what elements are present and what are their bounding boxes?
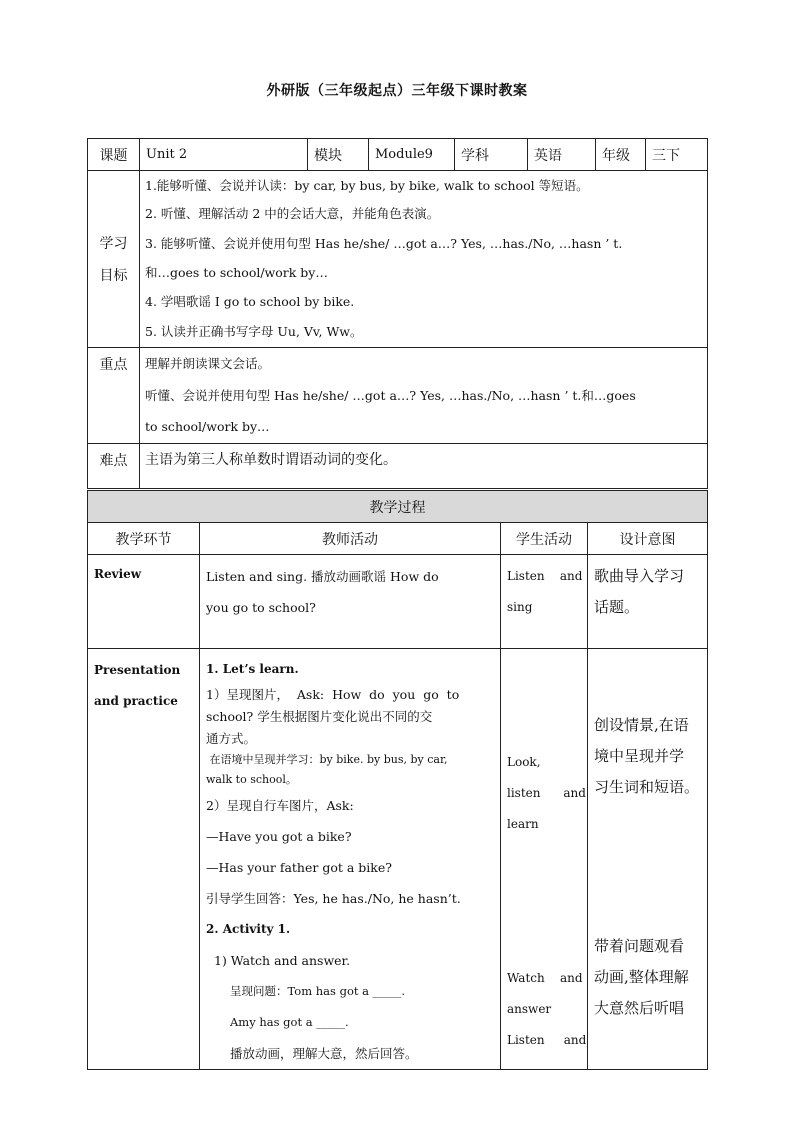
key-points-label: 重点 (88, 348, 140, 444)
column-header: 学生活动 (501, 523, 588, 555)
teacher-line: Amy has got a _____. (230, 1015, 349, 1029)
review-stage (88, 555, 200, 649)
teacher-line: 呈现问题：Tom has got a _____. (230, 984, 406, 998)
review-teacher (200, 555, 501, 649)
review-student (501, 555, 588, 649)
intent-line: 习生词和短语。 (594, 778, 700, 796)
column-header: 教师活动 (200, 523, 501, 555)
teacher-line: 通方式。 (206, 731, 257, 746)
presentation-student (501, 649, 588, 1070)
teacher-line: 播放动画，理解大意，然后回答。 (230, 1046, 418, 1061)
review-student-line: sing (507, 600, 533, 614)
review-teacher-line: you go to school? (206, 600, 316, 615)
student-line: Watch and (507, 971, 583, 985)
review-intent-line: 歌曲导入学习 (594, 567, 685, 585)
teacher-line: 2）呈现自行车图片，Ask: (206, 798, 354, 813)
teacher-line: 引导学生回答：Yes, he has./No, he hasn’t. (206, 891, 461, 906)
teacher-line: 在语境中呈现并学习：by bike. by bus, by car, (206, 753, 448, 766)
objectives-content (140, 171, 708, 348)
intent-line: 创设情景,在语 (594, 716, 689, 734)
teacher-heading: 1. Let’s learn. (206, 662, 299, 676)
student-line: answer (507, 1002, 552, 1016)
presentation-intent (588, 649, 708, 1070)
student-line: Listen and (507, 1033, 587, 1047)
teacher-line: school? 学生根据图片变化说出不同的交 (206, 709, 433, 724)
student-line: listen and (507, 786, 586, 800)
teacher-line: —Has your father got a bike? (206, 860, 392, 875)
review-teacher-line: Listen and sing. 播放动画歌谣 How do (206, 569, 439, 584)
column-header: 教学环节 (88, 523, 200, 555)
subject-value: 英语 (528, 139, 596, 171)
objective-item: 2. 听懂、理解活动 2 中的会话大意，并能角色表演。 (145, 206, 440, 221)
document-title: 外研版（三年级起点）三年级下课时教案 (266, 83, 528, 99)
review-intent-line: 话题。 (594, 598, 640, 616)
intent-line: 带着问题观看 (594, 937, 685, 955)
presentation-stage-line1: Presentation (94, 663, 181, 677)
teaching-process-table (87, 490, 708, 1070)
key-point-line: to school/work by… (145, 419, 270, 434)
difficulty-text: 主语为第三人称单数时谓语动词的变化。 (145, 452, 397, 468)
module-label: 模块 (308, 139, 369, 171)
intent-line: 动画,整体理解 (594, 968, 689, 986)
module-value: Module9 (369, 139, 455, 171)
objective-item: 1.能够听懂、会说并认读：by car, by bus, by bike, walk to school 等短语。 (145, 178, 589, 193)
topic-label: 课题 (88, 139, 140, 171)
review-student-line: Listen and (507, 569, 583, 583)
key-points-content (140, 348, 708, 444)
objectives-label-line1: 学习 (99, 236, 128, 252)
intent-line: 大意然后听唱 (594, 999, 685, 1017)
objectives-label (88, 171, 140, 348)
presentation-stage-line2: and practice (94, 694, 178, 708)
teacher-line: 1）呈现图片， Ask: How do you go to (206, 687, 460, 702)
objectives-label-line2: 目标 (99, 268, 128, 284)
review-intent (588, 555, 708, 649)
grade-label: 年级 (596, 139, 646, 171)
topic-value: Unit 2 (140, 139, 308, 171)
teacher-line: —Have you got a bike? (206, 829, 352, 844)
subject-label: 学科 (455, 139, 528, 171)
key-point-line: 听懂、会说并使用句型 Has he/she/ …got a…? Yes, …has./No, …hasn ’ t.和…goes (145, 388, 636, 403)
key-point-line: 理解并朗读课文会话。 (145, 356, 271, 371)
student-line: learn (507, 817, 539, 831)
difficulty-content (140, 444, 708, 489)
student-line: Look, (507, 755, 541, 769)
lesson-info-table (87, 138, 708, 489)
intent-line: 境中呈现并学 (594, 747, 685, 765)
difficulty-label: 难点 (88, 444, 140, 489)
teacher-line: 1) Watch and answer. (214, 953, 351, 968)
review-stage-label: Review (94, 567, 142, 581)
teacher-heading: 2. Activity 1. (206, 922, 291, 936)
objective-item: 5. 认读并正确书写字母 Uu, Vv, Ww。 (145, 324, 363, 339)
presentation-teacher (200, 649, 501, 1070)
objective-item: 4. 学唱歌谣 I go to school by bike. (145, 294, 355, 309)
presentation-stage (88, 649, 200, 1070)
grade-value: 三下 (646, 139, 708, 171)
teacher-line: walk to school。 (206, 773, 297, 786)
process-header: 教学过程 (88, 491, 708, 523)
column-header: 设计意图 (588, 523, 708, 555)
objective-item: 3. 能够听懂、会说并使用句型 Has he/she/ …got a…? Yes, …has./No, …hasn ’ t. (145, 236, 623, 251)
objective-item: 和…goes to school/work by… (145, 265, 328, 280)
